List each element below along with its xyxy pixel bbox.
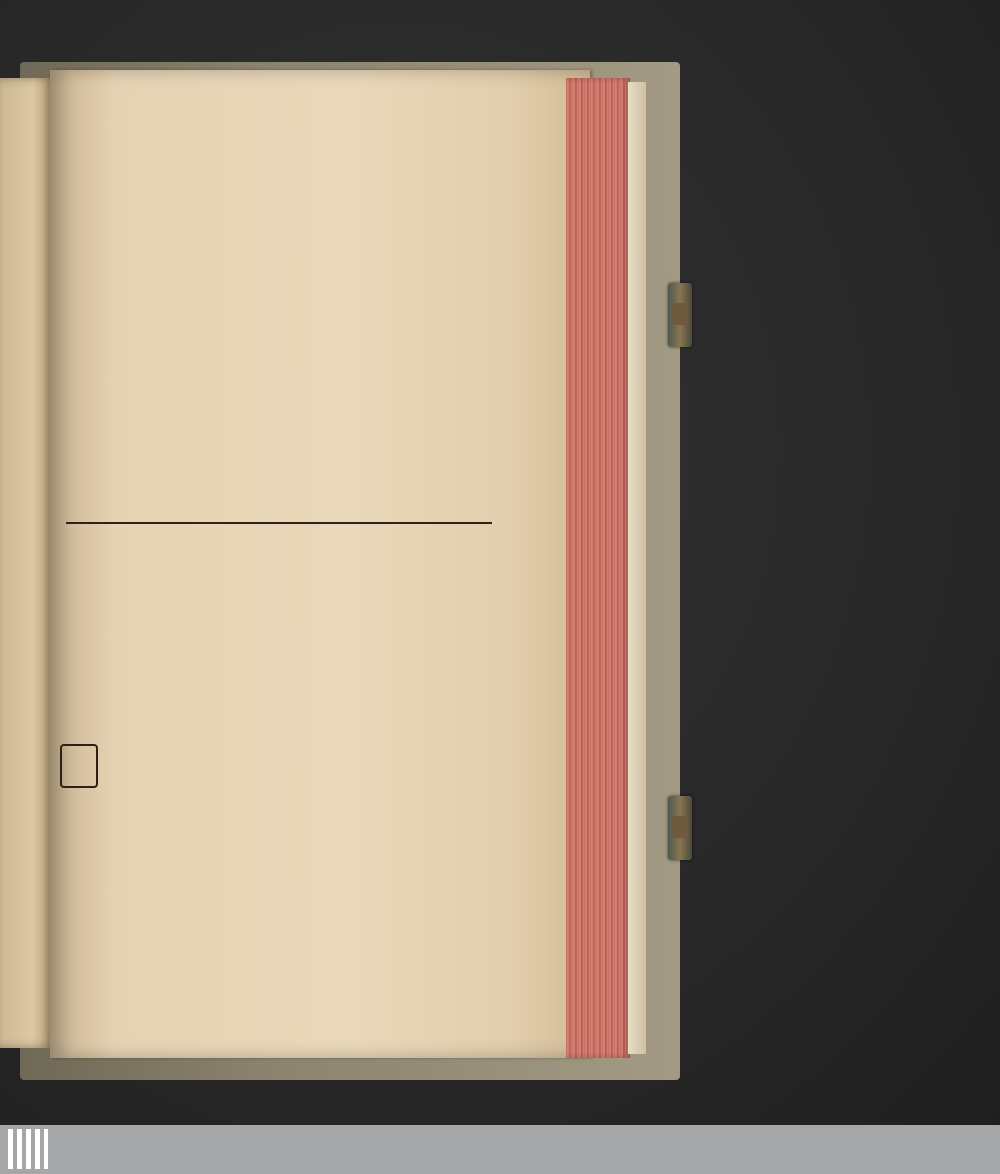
clasp-upper	[668, 283, 692, 347]
page-edges-red	[566, 78, 630, 1058]
library-logo-icon	[8, 1129, 50, 1169]
clasp-lower	[668, 796, 692, 860]
page-edges-outer	[628, 82, 646, 1054]
section-rule	[66, 522, 492, 524]
left-facing-page	[0, 78, 54, 1048]
decorated-initial	[60, 744, 98, 788]
footer-bar	[0, 1125, 1000, 1174]
book-page	[50, 70, 590, 1058]
